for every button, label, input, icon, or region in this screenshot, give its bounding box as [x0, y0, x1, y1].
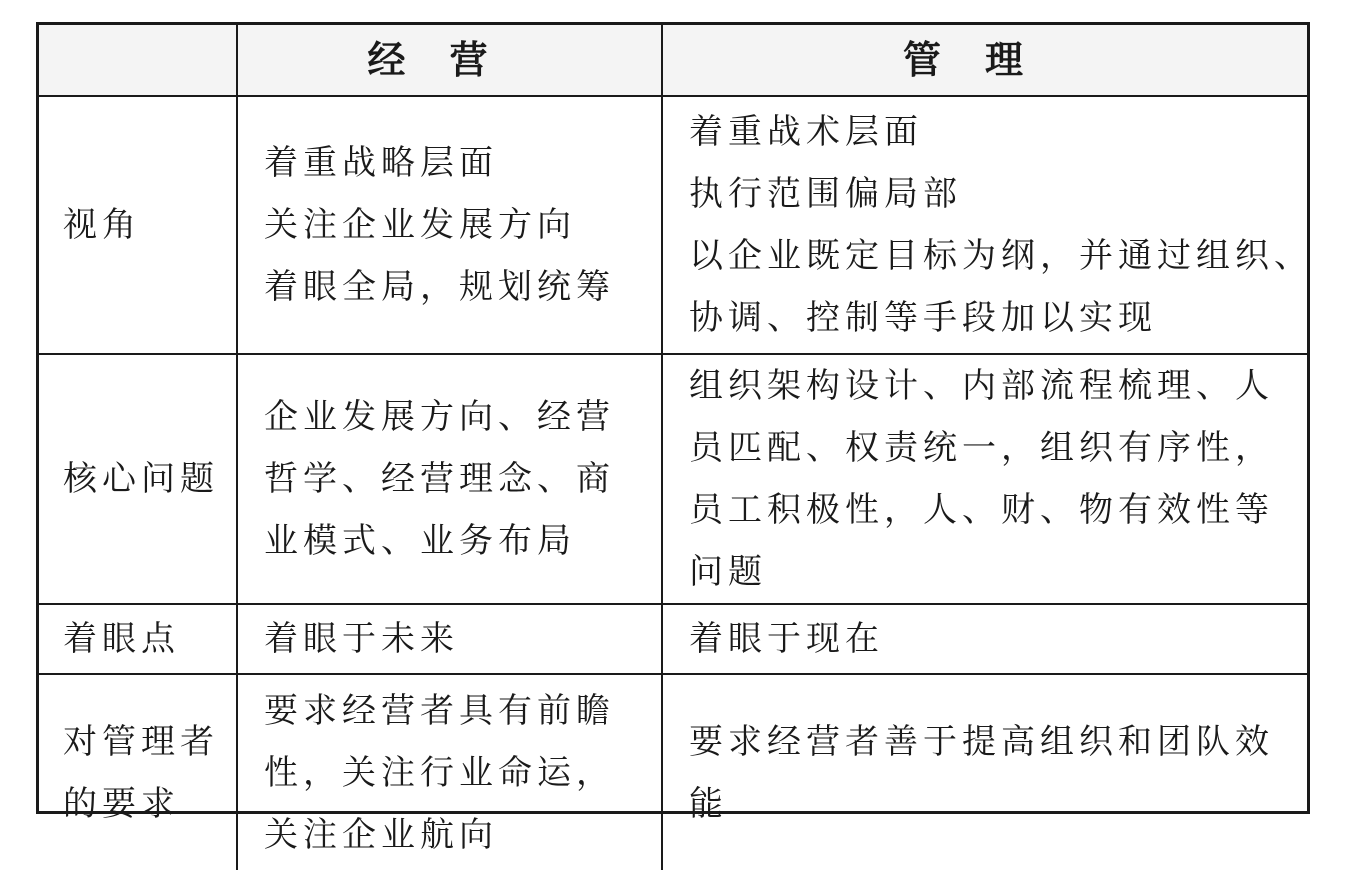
row-label-perspective: 视角: [39, 96, 237, 354]
table-row-perspective: [39, 96, 1307, 354]
cell-text: 企业发展方向、经营哲学、经营理念、商业模式、业务布局: [264, 397, 615, 561]
cell-requirements-management: 要求经营者善于提高组织和团队效能: [662, 674, 1307, 870]
cell-perspective-operation: [237, 96, 662, 354]
cell-text: 组织架构设计、内部流程梳理、人员匹配、权责统一，组织有序性，员工积极性，人、财、物有效性等问题: [689, 366, 1274, 592]
table-row-core-issues: [39, 354, 1307, 604]
cell-line: 以企业既定目标为纲，并通过组织、: [689, 236, 1313, 276]
cell-line: 协调、控制等手段加以实现: [689, 298, 1157, 338]
cell-focus-operation: 着眼于未来: [237, 604, 662, 674]
cell-line: 关注企业发展方向: [264, 205, 576, 245]
table-row-requirements: [39, 674, 1307, 870]
row-label-requirements: 对管理者的要求: [39, 674, 237, 870]
header-operation: 经营: [237, 25, 662, 96]
cell-perspective-management: [662, 96, 1313, 354]
header-row: [39, 25, 1307, 96]
cell-requirements-operation: [237, 674, 662, 870]
cell-line: 执行范围偏局部: [689, 174, 962, 214]
row-label-focus: 着眼点: [39, 604, 237, 674]
header-corner-cell: [39, 25, 237, 96]
table-row-focus: [39, 604, 1307, 674]
cell-line: 着重战术层面: [689, 112, 923, 152]
cell-line: 着重战略层面: [264, 143, 498, 183]
cell-core-issues-management: [662, 354, 1307, 604]
header-management: 管理: [662, 25, 1307, 96]
cell-text: 要求经营者具有前瞻性，关注行业命运，关注企业航向: [264, 690, 615, 855]
cell-core-issues-operation: [237, 354, 662, 604]
comparison-table-grid: [39, 25, 1313, 870]
row-label-core-issues: 核心问题: [39, 354, 237, 604]
comparison-table: [36, 22, 1313, 855]
cell-focus-management: 着眼于现在: [662, 604, 1307, 674]
cell-line: 着眼全局，规划统筹: [264, 267, 615, 307]
